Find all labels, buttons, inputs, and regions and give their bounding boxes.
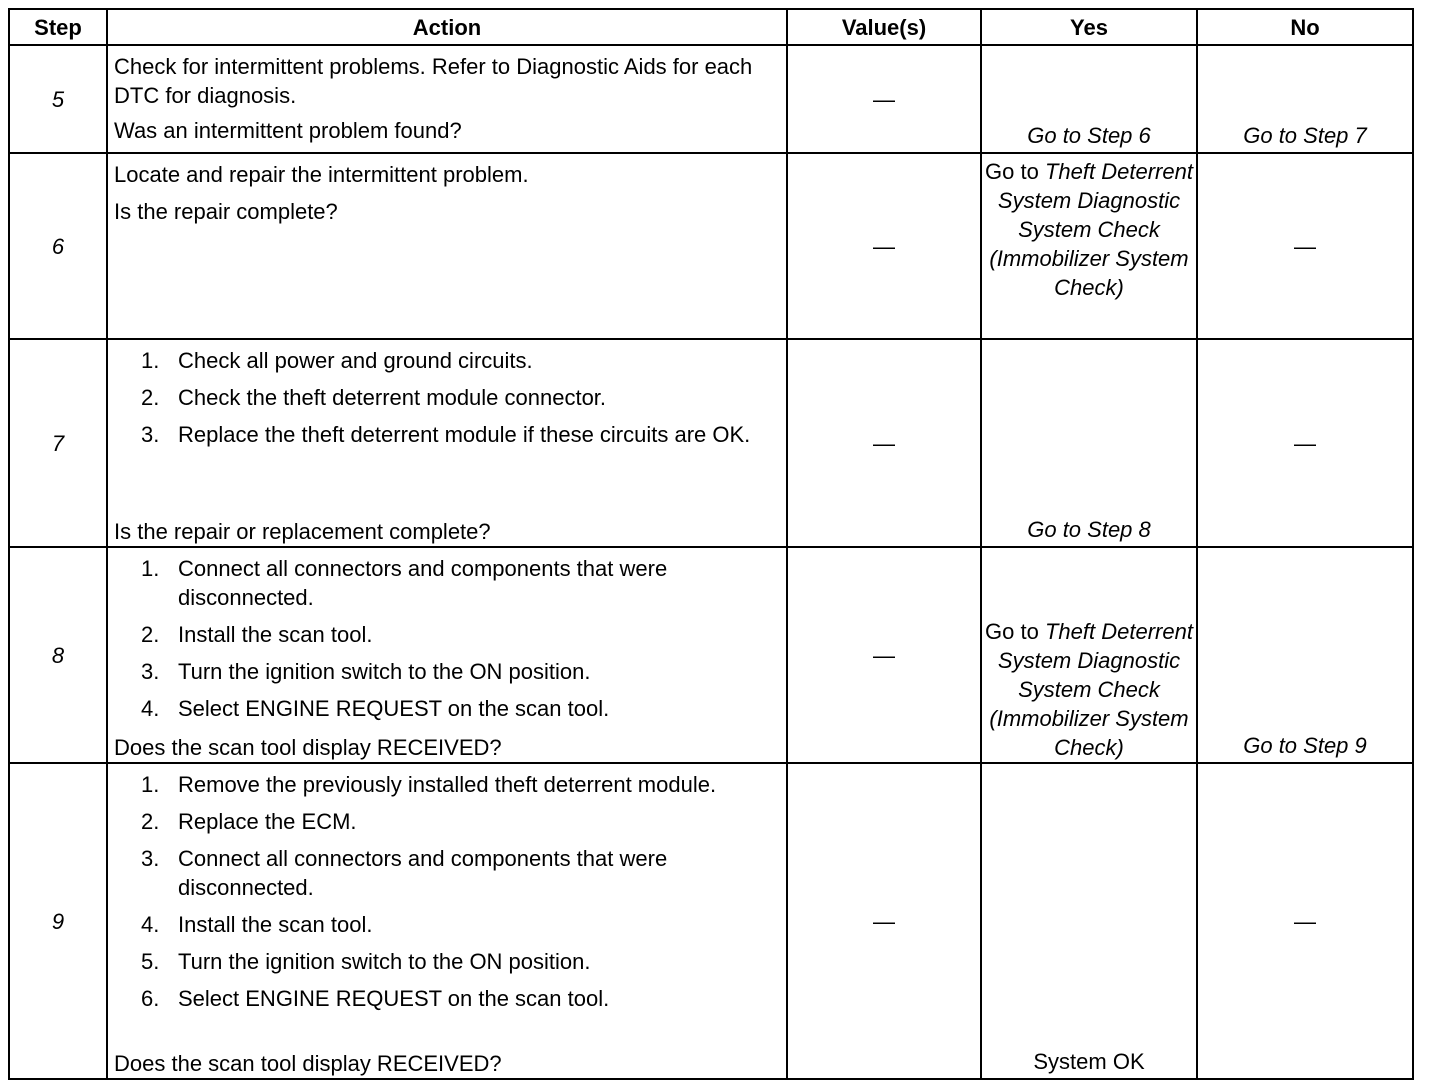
action-question: Was an intermittent problem found?	[114, 118, 462, 143]
action-list	[114, 770, 780, 1013]
no-cell: —	[1197, 153, 1413, 339]
yes-result: System OK	[1033, 1049, 1145, 1074]
action-cell	[107, 153, 787, 339]
action-question: Is the repair or replacement complete?	[114, 519, 491, 544]
list-item: 1. Remove the previously installed theft deterrent module.	[141, 772, 717, 797]
value-cell: —	[787, 45, 981, 153]
list-item: 2. Install the scan tool.	[141, 622, 373, 647]
table-header-row	[9, 9, 1413, 45]
action-text: Locate and repair the intermittent problem.	[114, 162, 529, 187]
yes-link: Theft Deterrent System Diagnostic System Check (Immobilizer System Check)	[989, 159, 1193, 300]
yes-cell	[981, 45, 1197, 153]
no-cell	[1197, 547, 1413, 763]
list-item: 2. Check the theft deterrent module connector.	[141, 385, 607, 410]
list-item: 4. Select ENGINE REQUEST on the scan tool.	[141, 696, 610, 721]
action-cell	[107, 763, 787, 1079]
header-values: Value(s)	[787, 9, 981, 45]
list-item: 1. Connect all connectors and components that were disconnected.	[141, 556, 668, 610]
table-row	[9, 153, 1413, 339]
list-item: 1. Check all power and ground circuits.	[141, 348, 533, 373]
list-item: 6. Select ENGINE REQUEST on the scan tool.	[141, 986, 610, 1011]
step-number: 6	[9, 153, 107, 339]
yes-result: Go to Step 6	[1027, 123, 1151, 148]
list-item: 4. Install the scan tool.	[141, 912, 373, 937]
yes-cell	[981, 153, 1197, 339]
yes-cell	[981, 339, 1197, 547]
action-question: Does the scan tool display RECEIVED?	[114, 735, 502, 760]
header-yes: Yes	[981, 9, 1197, 45]
step-number: 8	[9, 547, 107, 763]
no-cell: —	[1197, 339, 1413, 547]
action-list	[114, 554, 780, 723]
value-cell: —	[787, 153, 981, 339]
header-no: No	[1197, 9, 1413, 45]
list-item: 5. Turn the ignition switch to the ON position.	[141, 949, 591, 974]
table-row	[9, 547, 1413, 763]
yes-link: Theft Deterrent System Diagnostic System Check (Immobilizer System Check)	[989, 619, 1193, 760]
header-step: Step	[9, 9, 107, 45]
value-cell: —	[787, 339, 981, 547]
no-result: Go to Step 9	[1243, 733, 1367, 758]
list-item: 3. Connect all connectors and components that were disconnected.	[141, 846, 668, 900]
no-cell	[1197, 45, 1413, 153]
action-question: Is the repair complete?	[114, 199, 338, 224]
yes-prefix: Go to	[985, 619, 1039, 644]
action-list	[114, 346, 780, 449]
step-number: 7	[9, 339, 107, 547]
yes-prefix: Go to	[985, 159, 1039, 184]
value-cell: —	[787, 763, 981, 1079]
table-row	[9, 339, 1413, 547]
list-item: 2. Replace the ECM.	[141, 809, 357, 834]
action-cell	[107, 547, 787, 763]
action-question: Does the scan tool display RECEIVED?	[114, 1051, 502, 1076]
no-result: Go to Step 7	[1243, 123, 1367, 148]
yes-cell	[981, 763, 1197, 1079]
diagnostic-table	[8, 8, 1414, 1080]
step-number: 9	[9, 763, 107, 1079]
list-item: 3. Replace the theft deterrent module if these circuits are OK.	[141, 422, 751, 447]
value-cell: —	[787, 547, 981, 763]
header-action: Action	[107, 9, 787, 45]
yes-cell	[981, 547, 1197, 763]
table-row	[9, 45, 1413, 153]
action-cell	[107, 339, 787, 547]
list-item: 3. Turn the ignition switch to the ON position.	[141, 659, 591, 684]
table-row	[9, 763, 1413, 1079]
yes-result: Go to Step 8	[1027, 517, 1151, 542]
step-number: 5	[9, 45, 107, 153]
action-text: Check for intermittent problems. Refer to Diagnostic Aids for each DTC for diagnosis.	[114, 54, 753, 108]
action-cell	[107, 45, 787, 153]
no-cell: —	[1197, 763, 1413, 1079]
